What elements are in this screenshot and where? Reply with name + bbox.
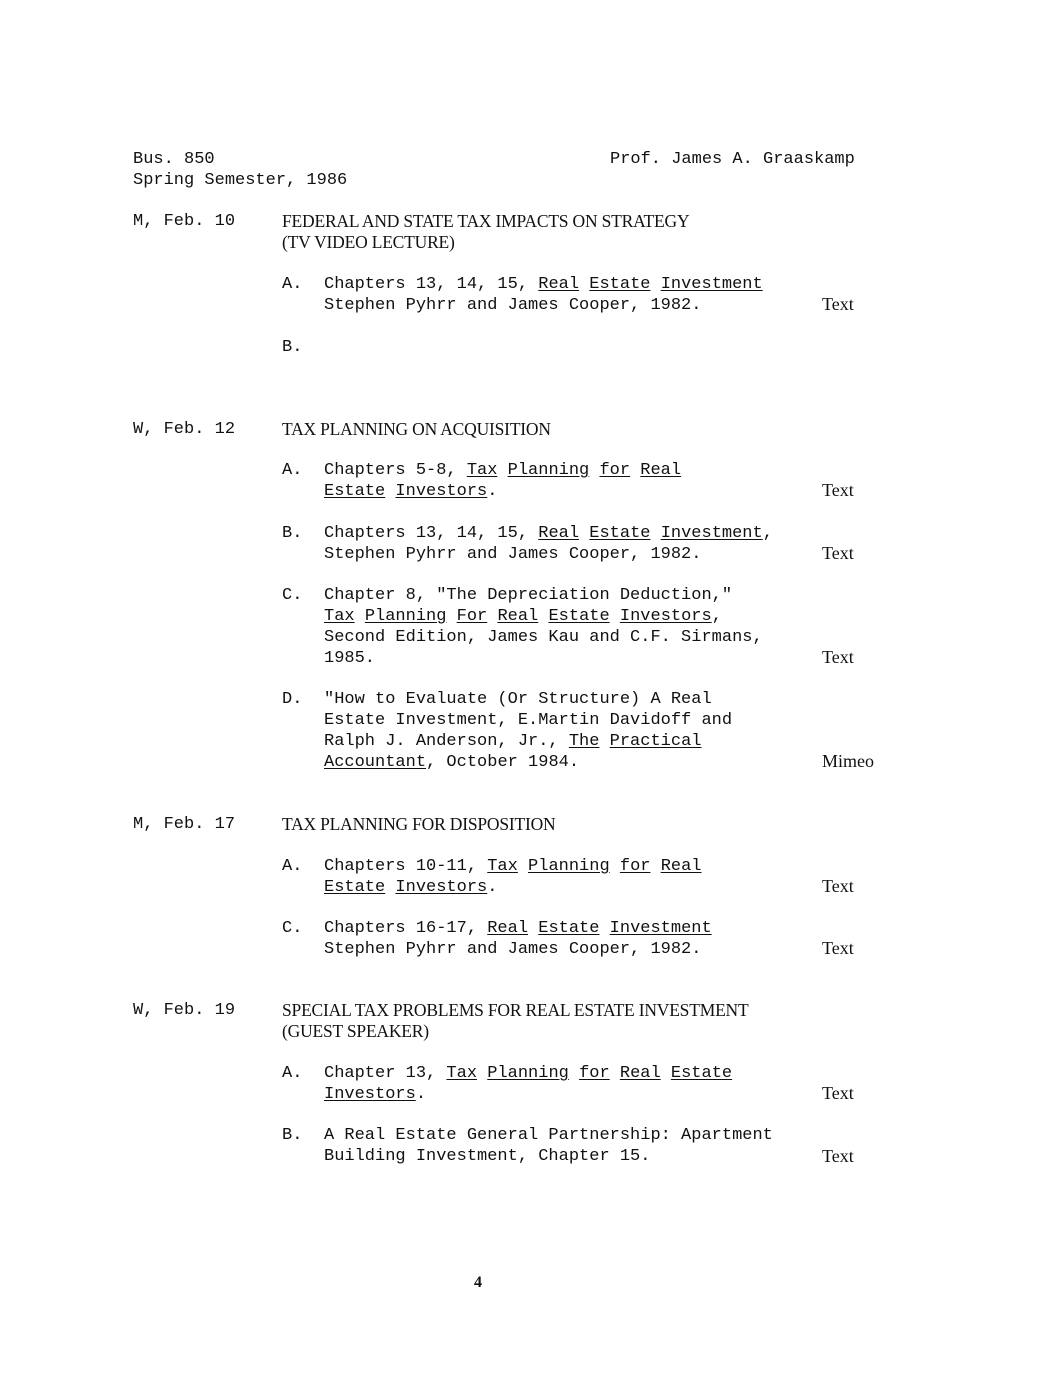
session-title: (TV VIDEO LECTURE) <box>282 232 455 252</box>
reading-text: Stephen Pyhrr and James Cooper, 1982. <box>324 296 702 315</box>
reading-text <box>487 607 497 626</box>
item-letter: C. <box>282 586 303 605</box>
reading-text <box>579 524 589 543</box>
reading-text: Chapters 5-8, <box>324 461 467 480</box>
reading-text: . <box>415 1085 427 1104</box>
underlined-title-text: Tax <box>324 607 355 626</box>
underlined-title-text: Real <box>660 857 702 876</box>
reading-text <box>650 275 660 294</box>
reading-text: Chapter 13, <box>324 1064 447 1083</box>
reading-text <box>599 919 609 938</box>
underlined-title-text: for <box>599 461 631 480</box>
reading-text <box>538 607 548 626</box>
reading-text: Chapter 8, "The Depreciation Deduction," <box>324 586 733 605</box>
reading-line <box>324 877 497 898</box>
session-date: M, Feb. 10 <box>133 212 236 231</box>
underlined-title-text: Investors <box>395 878 488 897</box>
underlined-title-text: Investment <box>660 524 763 543</box>
reading-line <box>324 523 773 544</box>
item-letter: A. <box>282 857 303 876</box>
reading-line <box>324 627 763 648</box>
course-number: Bus. 850 <box>133 150 215 169</box>
professor-name: Prof. James A. Graaskamp <box>610 150 855 169</box>
item-letter: B. <box>282 338 303 357</box>
reading-text: , <box>762 524 773 543</box>
underlined-title-text: Planning <box>507 461 590 480</box>
reading-text <box>589 461 599 480</box>
reading-text <box>385 482 395 501</box>
underlined-title-text: Accountant <box>324 753 427 772</box>
reading-line <box>324 1125 773 1146</box>
session-date: W, Feb. 19 <box>133 1001 236 1020</box>
reading-line <box>324 1063 732 1084</box>
session-title: TAX PLANNING FOR DISPOSITION <box>282 814 556 834</box>
reading-text <box>610 1064 620 1083</box>
underlined-title-text: Real <box>538 275 580 294</box>
underlined-title-text: Real <box>619 1064 661 1083</box>
underlined-title-text: Estate <box>538 919 600 938</box>
reading-line <box>324 648 375 669</box>
reading-text: Second Edition, James Kau and C.F. Sirmans, <box>324 628 763 647</box>
underlined-title-text: Real <box>640 461 682 480</box>
item-letter: A. <box>282 461 303 480</box>
reading-line <box>324 856 702 877</box>
reading-text <box>650 524 660 543</box>
reading-text: , <box>711 607 722 626</box>
reading-text: Ralph J. Anderson, Jr., <box>324 732 569 751</box>
underlined-title-text: for <box>579 1064 610 1083</box>
reading-line <box>324 295 701 316</box>
reading-text: Chapters 10-11, <box>324 857 488 876</box>
reading-text <box>599 732 609 751</box>
reading-line <box>324 460 681 481</box>
underlined-title-text: Investment <box>660 275 763 294</box>
reading-text <box>579 275 589 294</box>
reading-line <box>324 1084 426 1105</box>
underlined-title-text: Investors <box>395 482 488 501</box>
underlined-title-text: Tax <box>487 857 518 876</box>
reading-line <box>324 544 701 565</box>
reading-line <box>324 274 763 295</box>
session-title: FEDERAL AND STATE TAX IMPACTS ON STRATEGY <box>282 211 690 231</box>
item-letter: A. <box>282 275 303 294</box>
source-type: Text <box>822 480 854 500</box>
reading-text: 1985. <box>324 649 376 668</box>
item-letter: D. <box>282 690 303 709</box>
underlined-title-text: Estate <box>670 1064 733 1083</box>
underlined-title-text: Real <box>497 607 539 626</box>
session-title: TAX PLANNING ON ACQUISITION <box>282 419 551 439</box>
reading-line <box>324 481 497 502</box>
reading-text: . <box>487 482 498 501</box>
reading-text <box>497 461 507 480</box>
underlined-title-text: Planning <box>487 1064 569 1083</box>
reading-text <box>661 1064 671 1083</box>
source-type: Text <box>822 294 854 314</box>
reading-text: Building Investment, Chapter 15. <box>324 1147 651 1166</box>
underlined-title-text: Planning <box>528 857 610 876</box>
underlined-title-text: Planning <box>364 607 447 626</box>
item-letter: C. <box>282 919 303 938</box>
underlined-title-text: Tax <box>466 461 498 480</box>
source-type: Mimeo <box>822 751 874 771</box>
reading-text <box>569 1064 579 1083</box>
source-type: Text <box>822 1083 854 1103</box>
reading-text: Chapters 13, 14, 15, <box>324 524 539 543</box>
reading-text <box>610 607 620 626</box>
source-type: Text <box>822 543 854 563</box>
reading-text <box>446 607 456 626</box>
underlined-title-text: Tax <box>446 1064 478 1083</box>
reading-line <box>324 710 732 731</box>
reading-text <box>385 878 395 897</box>
reading-text <box>528 919 538 938</box>
source-type: Text <box>822 647 854 667</box>
reading-line <box>324 689 712 710</box>
underlined-title-text: Estate <box>324 482 386 501</box>
underlined-title-text: for <box>619 857 651 876</box>
underlined-title-text: Investors <box>324 1085 416 1104</box>
item-letter: B. <box>282 1126 303 1145</box>
underlined-title-text: Real <box>538 524 580 543</box>
reading-text: Chapters 13, 14, 15, <box>324 275 539 294</box>
source-type: Text <box>822 938 854 958</box>
underlined-title-text: Investors <box>619 607 712 626</box>
reading-text: A Real Estate General Partnership: Apartment <box>324 1126 773 1145</box>
reading-text: "How to Evaluate (Or Structure) A Real <box>324 690 712 709</box>
reading-text: Stephen Pyhrr and James Cooper, 1982. <box>324 545 702 564</box>
session-date: W, Feb. 12 <box>133 420 236 439</box>
reading-text <box>477 1064 487 1083</box>
reading-text: . <box>487 878 498 897</box>
underlined-title-text: Practical <box>609 732 702 751</box>
item-letter: B. <box>282 524 303 543</box>
reading-text: Estate Investment, E.Martin Davidoff and <box>324 711 733 730</box>
reading-text <box>610 857 620 876</box>
source-type: Text <box>822 876 854 896</box>
underlined-title-text: Estate <box>548 607 610 626</box>
reading-text: Chapters 16-17, <box>324 919 488 938</box>
reading-line <box>324 606 722 627</box>
semester: Spring Semester, 1986 <box>133 171 348 190</box>
session-date: M, Feb. 17 <box>133 815 236 834</box>
underlined-title-text: Estate <box>589 524 651 543</box>
reading-text: , October 1984. <box>426 753 580 772</box>
page-number: 4 <box>474 1274 482 1291</box>
session-title: SPECIAL TAX PROBLEMS FOR REAL ESTATE INVESTMENT <box>282 1000 749 1020</box>
item-letter: A. <box>282 1064 303 1083</box>
session-title: (GUEST SPEAKER) <box>282 1021 429 1041</box>
reading-line <box>324 1146 650 1167</box>
reading-line <box>324 939 701 960</box>
reading-line <box>324 918 712 939</box>
underlined-title-text: For <box>456 607 488 626</box>
reading-text: Stephen Pyhrr and James Cooper, 1982. <box>324 940 702 959</box>
reading-text <box>355 607 365 626</box>
underlined-title-text: Real <box>487 919 529 938</box>
reading-text <box>630 461 640 480</box>
reading-text <box>518 857 528 876</box>
underlined-title-text: Estate <box>589 275 651 294</box>
source-type: Text <box>822 1146 854 1166</box>
underlined-title-text: Investment <box>609 919 712 938</box>
reading-line <box>324 752 579 773</box>
reading-line <box>324 731 701 752</box>
underlined-title-text: Estate <box>324 878 386 897</box>
reading-text <box>650 857 660 876</box>
reading-line <box>324 585 732 606</box>
underlined-title-text: The <box>568 732 600 751</box>
